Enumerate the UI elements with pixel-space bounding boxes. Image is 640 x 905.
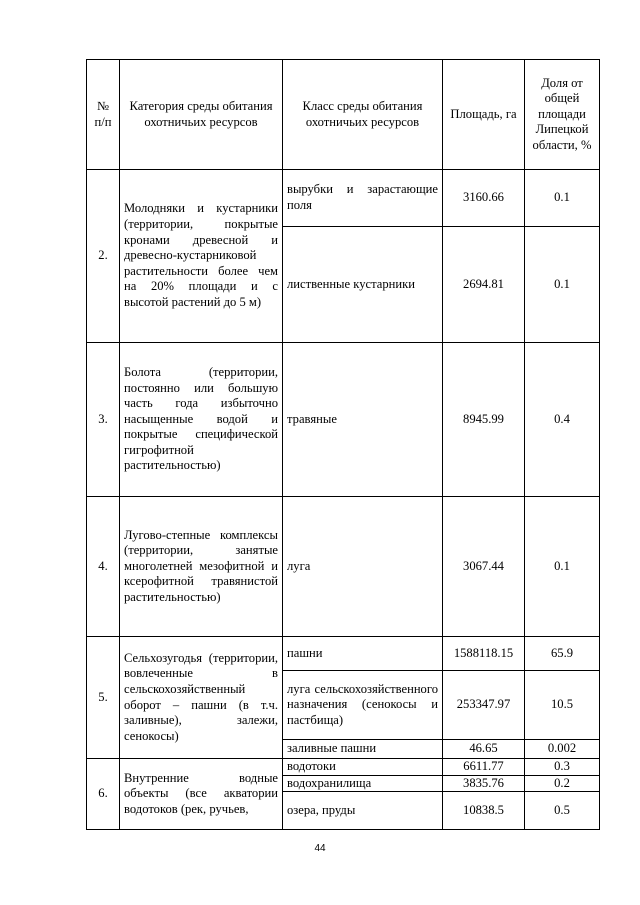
class-cell: луга <box>283 497 443 637</box>
share-cell: 0.1 <box>525 170 600 227</box>
area-cell: 253347.97 <box>443 671 525 740</box>
class-cell: озера, пруды <box>283 792 443 830</box>
area-cell: 3835.76 <box>443 775 525 792</box>
row-number: 4. <box>87 497 120 637</box>
table-row <box>87 637 600 671</box>
row-number: 3. <box>87 343 120 497</box>
area-cell: 6611.77 <box>443 759 525 776</box>
class-cell: водохранилища <box>283 775 443 792</box>
share-cell: 0.002 <box>525 740 600 759</box>
class-cell: луга сельскохозяйственного назначения (сенокосы и пастбища) <box>283 671 443 740</box>
table-header-row <box>87 60 600 170</box>
share-cell: 0.5 <box>525 792 600 830</box>
row-number: 2. <box>87 170 120 343</box>
area-cell: 3067.44 <box>443 497 525 637</box>
row-number: 6. <box>87 759 120 830</box>
table-row <box>87 759 600 776</box>
header-share: Доля от общей площади Липецкой области, % <box>525 60 600 170</box>
class-cell: пашни <box>283 637 443 671</box>
share-cell: 10.5 <box>525 671 600 740</box>
category-cell: Молодняки и кустарники (территории, покрытые кронами древесной и древесно-кустарниковой растительности более чем на 20% площади и с высотой растений до 5 м) <box>120 170 283 343</box>
area-cell: 2694.81 <box>443 227 525 343</box>
habitat-table <box>86 59 600 830</box>
category-cell: Лугово-степные комплексы (территории, занятые многолетней мезофитной и ксерофитной травянистой растительностью) <box>120 497 283 637</box>
class-cell: водотоки <box>283 759 443 776</box>
header-category: Категория среды обитания охотничьих ресурсов <box>120 60 283 170</box>
page-number: 44 <box>314 843 326 854</box>
table-row <box>87 497 600 637</box>
table-row <box>87 343 600 497</box>
share-cell: 0.2 <box>525 775 600 792</box>
header-area: Площадь, га <box>443 60 525 170</box>
category-cell: Внутренние водные объекты (все акватории водотоков (рек, ручьев, <box>120 759 283 830</box>
class-cell: заливные пашни <box>283 740 443 759</box>
table-row <box>87 170 600 227</box>
row-number: 5. <box>87 637 120 759</box>
area-cell: 3160.66 <box>443 170 525 227</box>
area-cell: 46.65 <box>443 740 525 759</box>
header-num: № п/п <box>87 60 120 170</box>
area-cell: 8945.99 <box>443 343 525 497</box>
area-cell: 10838.5 <box>443 792 525 830</box>
class-cell: вырубки и зарастающие поля <box>283 170 443 227</box>
share-cell: 65.9 <box>525 637 600 671</box>
share-cell: 0.1 <box>525 227 600 343</box>
share-cell: 0.3 <box>525 759 600 776</box>
header-class: Класс среды обитания охотничьих ресурсов <box>283 60 443 170</box>
share-cell: 0.4 <box>525 343 600 497</box>
category-cell: Сельхозугодья (территории, вовлеченные в сельскохозяйственный оборот – пашни (в т.ч. заливные), залежи, сенокосы) <box>120 637 283 759</box>
area-cell: 1588118.15 <box>443 637 525 671</box>
class-cell: травяные <box>283 343 443 497</box>
share-cell: 0.1 <box>525 497 600 637</box>
class-cell: лиственные кустарники <box>283 227 443 343</box>
category-cell: Болота (территории, постоянно или большую часть года избыточно насыщенные водой и покрытые специфической гигрофитной растительностью) <box>120 343 283 497</box>
